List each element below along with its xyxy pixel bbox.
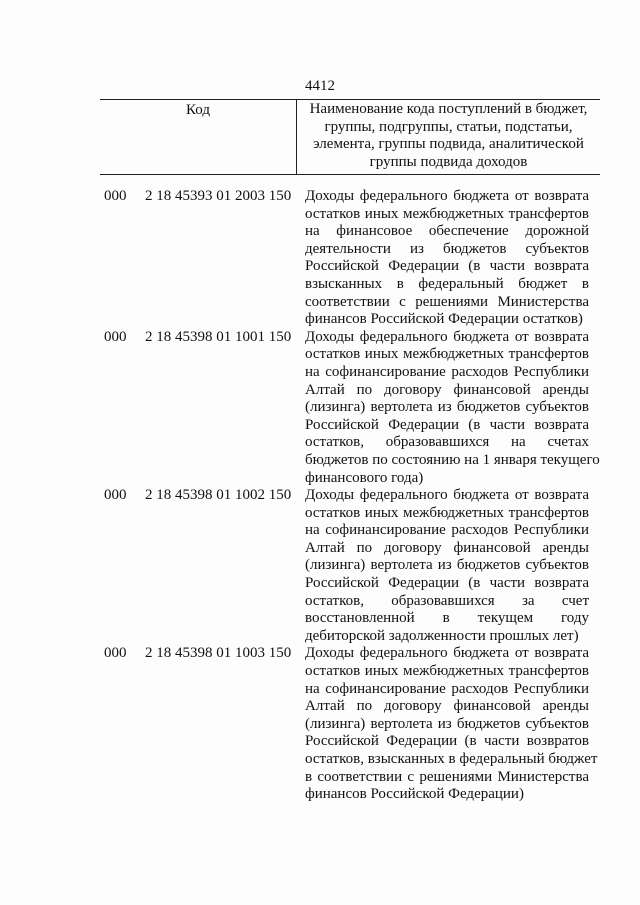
table-row: [0, 188, 640, 329]
description-line: Российской Федерации (в части возврата: [305, 258, 589, 275]
revenue-code: 2 18 45393 01 2003 150: [145, 188, 292, 204]
description-line: остатков, взысканных в федеральный бюджет: [305, 751, 598, 767]
page-number: 4412: [305, 78, 335, 94]
admin-code: 000: [104, 487, 127, 504]
description-line: остатков иных межбюджетных трансфертов: [305, 504, 589, 521]
description-line: финансового года): [305, 469, 424, 486]
description-line: в соответствии с решениями Министерства: [305, 768, 589, 785]
revenue-description: [305, 487, 589, 645]
description-line: финансов Российской Федерации): [305, 786, 524, 803]
column-header-name-line: элемента, группы подвида, аналитической: [313, 136, 584, 152]
column-header-name: [297, 100, 600, 174]
description-line: остатков иных межбюджетных трансфертов: [305, 346, 589, 363]
revenue-code: 2 18 45398 01 1003 150: [145, 645, 292, 662]
description-line: на софинансирование расходов Республики: [305, 363, 589, 380]
description-line: бюджетов по состоянию на 1 января текущего: [305, 451, 600, 468]
admin-code: 000: [104, 645, 127, 662]
description-line: на софинансирование расходов Республики: [305, 522, 589, 539]
description-line: деятельности из бюджетов субъектов: [305, 240, 589, 257]
description-line: на софинансирование расходов Республики: [305, 680, 589, 697]
description-line: (лизинга) вертолета из бюджетов субъектов: [305, 399, 589, 416]
revenue-description: [305, 645, 598, 803]
description-line: на финансовое обеспечение дорожной: [305, 223, 589, 240]
description-line: дебиторской задолженности прошлых лет): [305, 627, 579, 644]
table-row: [0, 329, 640, 487]
description-line: (лизинга) вертолета из бюджетов субъектов: [305, 557, 589, 574]
description-line: восстановленной в текущем году: [305, 610, 589, 627]
description-line: взысканных в федеральный бюджет в: [305, 275, 589, 292]
table-body: [0, 188, 640, 804]
description-line: Российской Федерации (в части возвратов: [305, 733, 589, 750]
admin-code: 000: [104, 328, 127, 345]
column-header-name-line: Наименование кода поступлений в бюджет,: [309, 101, 588, 117]
description-line: остатков, образовавшихся на счетах: [305, 434, 589, 451]
revenue-code: 2 18 45398 01 1002 150: [145, 487, 292, 504]
column-header-name-line: группы подвида доходов: [369, 153, 528, 170]
description-line: соответствии с решениями Министерства: [305, 293, 589, 310]
description-line: Алтай по договору финансовой аренды: [305, 381, 589, 398]
revenue-code: 2 18 45398 01 1001 150: [145, 328, 292, 345]
column-header-name-line: группы, подгруппы, статьи, подстатьи,: [324, 118, 573, 135]
description-line: Алтай по договору финансовой аренды: [305, 698, 589, 715]
description-line: остатков иных межбюджетных трансфертов: [305, 205, 589, 222]
revenue-description: [305, 328, 600, 487]
description-line: финансов Российской Федерации остатков): [305, 311, 583, 328]
table-header: [100, 99, 600, 175]
table-row: [0, 645, 640, 803]
admin-code: 000: [104, 188, 127, 204]
description-line: Алтай по договору финансовой аренды: [305, 539, 589, 556]
description-line: (лизинга) вертолета из бюджетов субъектов: [305, 715, 589, 732]
description-line: Доходы федерального бюджета от возврата: [305, 328, 589, 345]
description-line: остатков, образовавшихся за счет: [305, 592, 589, 609]
revenue-description: [305, 188, 589, 329]
description-line: Российской Федерации (в части возврата: [305, 575, 589, 592]
description-line: Доходы федерального бюджета от возврата: [305, 645, 589, 662]
description-line: Российской Федерации (в части возврата: [305, 416, 589, 433]
description-line: остатков иных межбюджетных трансфертов: [305, 663, 589, 680]
table-row: [0, 487, 640, 645]
description-line: Доходы федерального бюджета от возврата: [305, 487, 589, 504]
column-header-code: Код: [100, 100, 297, 174]
description-line: Доходы федерального бюджета от возврата: [305, 188, 589, 204]
